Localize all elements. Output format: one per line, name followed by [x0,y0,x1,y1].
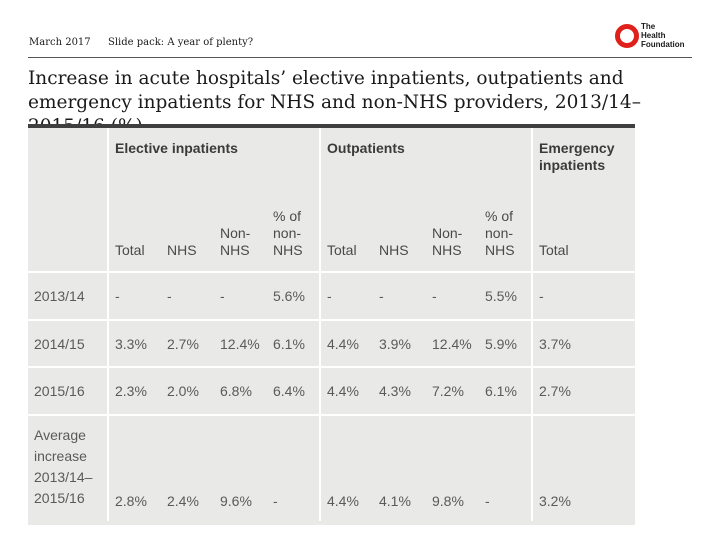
cell-value: 3.3% [108,320,161,367]
cell-value: - [320,272,373,320]
data-table [28,128,635,521]
average-label-line: 2015/16 [34,490,85,506]
table-row [28,320,635,367]
health-foundation-logo [615,22,695,50]
logo-text-line: Foundation [641,40,685,49]
cell-value: 6.4% [267,367,320,415]
subheader-line: NHS [273,242,303,258]
subheader-line: non- [485,225,514,241]
header-deck-title: Slide pack: A year of plenty? [108,37,254,48]
cell-value: 4.1% [373,415,426,521]
cell-value: 4.4% [320,367,373,415]
average-label-line: Average [34,427,86,443]
header-divider [28,57,692,58]
subheader-total: Total [108,192,161,272]
cell-value: 4.4% [320,415,373,521]
cell-value: - [532,272,635,320]
slide-title: Increase in acute hospitals’ elective inpatients, outpatients and emergency inpatients for NHS and non-NHS providers, 2013/14– [28,68,641,113]
average-row [28,415,635,521]
subheader-line: NHS [220,242,250,258]
cell-value: 5.5% [479,272,532,320]
subheader-line: Non- [220,225,251,241]
cell-value: 12.4% [426,320,479,367]
average-label-line: increase [34,448,87,464]
cell-value: 5.9% [479,320,532,367]
cell-value: 6.1% [267,320,320,367]
subheader-line: % of [485,208,514,224]
cell-value: 3.2% [532,415,635,521]
table-row [28,272,635,320]
group-emergency-line: inpatients [539,157,606,173]
subheader-line: % of [273,208,302,224]
group-outpatients: Outpatients [320,128,532,192]
group-elective-inpatients: Elective inpatients [108,128,320,192]
row-label: 2015/16 [28,367,108,415]
subheader-non-nhs [426,192,479,272]
cell-value: - [161,272,214,320]
cell-value: 2.0% [161,367,214,415]
cell-value: 2.3% [108,367,161,415]
logo-text [641,22,701,49]
subheader-nhs: NHS [167,242,197,258]
cell-value: 6.8% [214,367,267,415]
subheader-line: NHS [432,242,462,258]
group-emergency-inpatients [532,128,635,192]
cell-value: 2.8% [108,415,161,521]
logo-text-line: Health [641,31,666,40]
cell-value: 2.7% [161,320,214,367]
cell-value: - [267,415,320,521]
subheader-row [28,192,635,272]
cell-value: - [214,272,267,320]
cell-value: 9.8% [426,415,479,521]
cell-value: 6.1% [479,367,532,415]
subheader-line: non- [273,225,302,241]
subheader-pct-non-nhs [267,192,320,272]
cell-value: 9.6% [214,415,267,521]
average-row-label [28,415,108,521]
cell-value: - [373,272,426,320]
cell-value: 5.6% [267,272,320,320]
cell-value: - [479,415,532,521]
cell-value: 3.9% [373,320,426,367]
logo-text-line: The [641,22,656,31]
row-label: 2013/14 [28,272,108,320]
cell-value: - [426,272,479,320]
subheader-non-nhs [214,192,267,272]
corner-cell [28,192,108,272]
cell-value: 4.3% [373,367,426,415]
cell-value: 3.7% [532,320,635,367]
corner-cell [28,128,108,192]
cell-value: 2.7% [532,367,635,415]
average-label-line: 2013/14– [34,469,93,485]
subheader-pct-non-nhs [479,192,532,272]
table-row [28,367,635,415]
subheader-total: Total [320,192,373,272]
data-table-panel [28,124,635,525]
cell-value: 4.4% [320,320,373,367]
row-label: 2014/15 [28,320,108,367]
cell-value: - [108,272,161,320]
logo-ring-icon [615,24,639,48]
cell-value: 7.2% [426,367,479,415]
header-date: March 2017 [29,37,91,48]
subheader-line: Non- [432,225,463,241]
subheader-nhs: NHS [379,242,409,258]
group-header-row [28,128,635,192]
subheader-line: NHS [485,242,515,258]
cell-value: 2.4% [161,415,214,521]
subheader-total: Total [532,192,635,272]
cell-value: 12.4% [214,320,267,367]
group-emergency-line: Emergency [539,140,615,156]
